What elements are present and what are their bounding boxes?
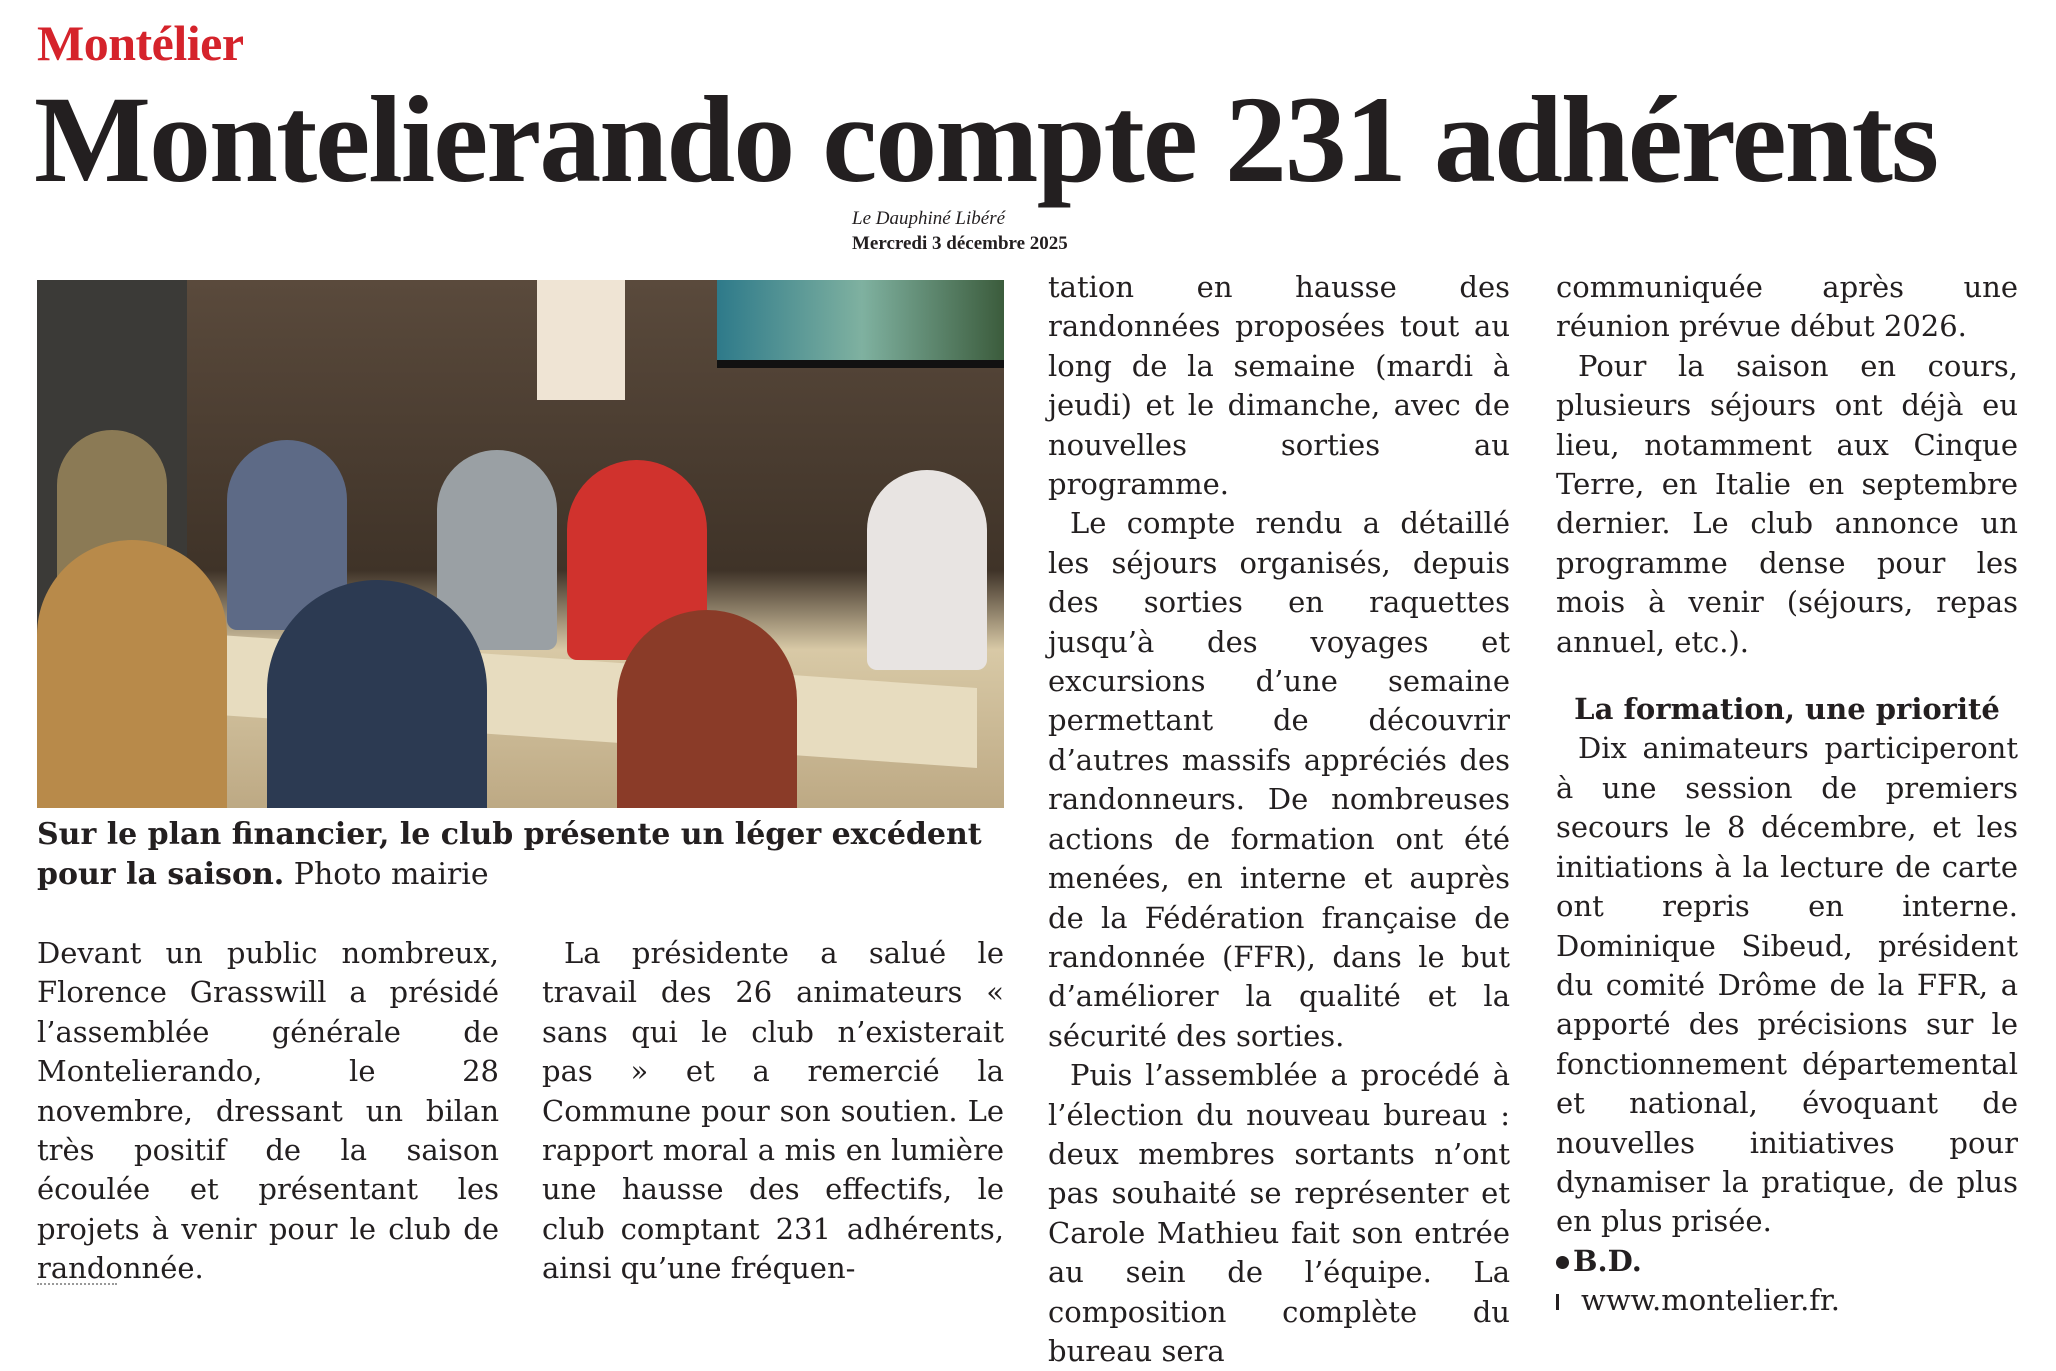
source-block [852,206,1068,256]
paragraph: Le compte rendu a détaillé les séjours organisés, depuis des sorties en raquettes jusqu’à des voyages et excursions d’une semaine permettant de découvrir d’autres massifs appréciés des randonneurs. De nombreuses actions de formation ont été menées, en interne et auprès de la Fédération française de randonnée (FFR), dans le but d’améliorer la qualité et la sécurité des sorties. [1048,506,1510,1053]
signature [1556,1242,2018,1281]
headline: Montelierando compte 231 adhérents [34,71,1938,208]
caption-text: Sur le plan financier, le club présente un léger excédent pour la saison. [37,817,982,892]
paragraph: communiquée après une réunion prévue début 2026. [1556,270,2018,344]
audience-head [617,610,797,808]
column-4 [1556,268,2018,1321]
paragraph: Devant un public nombreux, Florence Grasswill a présidé l’assemblée générale de Montelierando, le 28 novembre, dressant un bilan très positif de la saison écoulée et présentant les projets à venir pour le club de randonnée. [37,936,499,1286]
column-2 [542,934,1004,1289]
paragraph: Puis l’assemblée a procédé à l’élection du nouveau bureau : deux membres sortants n’ont pas souhaité se représenter et Carole Mathieu fait son entrée au sein de l’équipe. La composition complète du bureau sera [1048,1058,1510,1368]
paragraph: Pour la saison en cours, plusieurs séjours ont déjà eu lieu, notamment aux Cinque Terre, en Italie en septembre dernier. Le club annonce un programme dense pour les mois à venir (séjours, repas annuel, etc.). [1556,348,2018,659]
audience-head [267,580,487,808]
bar-icon [1556,1294,1559,1310]
person [867,470,987,670]
wall-poster [537,280,625,400]
footer-divider [37,1283,117,1291]
website-line [1556,1281,2018,1320]
subheading: La formation, une priorité [1574,692,2000,727]
newspaper-name: Le Dauphiné Libéré [852,208,1006,229]
publication-date: Mercredi 3 décembre 2025 [852,233,1068,254]
column-3 [1048,268,1510,1371]
tv-screen [717,280,1004,368]
paragraph: tation en hausse des randonnées proposées tout au long de la semaine (mardi à jeudi) et le dimanche, avec de nouvelles sorties au programme. [1048,270,1510,502]
audience-head [37,540,227,808]
author-initials: B.D. [1573,1243,1642,1278]
column-1 [37,934,499,1289]
paragraph: Dix animateurs participeront à une session de premiers secours le 8 décembre, et les initiations à la lecture de carte ont repris en interne. Dominique Sibeud, président du comité Drôme de la FFR, a apporté des précisions sur le fonctionnement départemental et national, évoquant de nouvelles initiatives pour dynamiser la pratique, de plus en plus prisée. [1556,731,2018,1239]
bullet-icon [1556,1256,1569,1269]
article-photo [37,280,1004,808]
website-link[interactable]: www.montelier.fr. [1581,1283,1840,1318]
section-kicker: Montélier [37,15,244,71]
paragraph: La présidente a salué le travail des 26 animateurs « sans qui le club n’existerait pas » et a remercié la Commune pour son soutien. Le rapport moral a mis en lumière une hausse des effectifs, le club comptant 231 adhérents, ainsi qu’une fréquen- [542,936,1004,1286]
photo-credit: Photo mairie [293,857,489,892]
photo-caption [37,815,1004,895]
